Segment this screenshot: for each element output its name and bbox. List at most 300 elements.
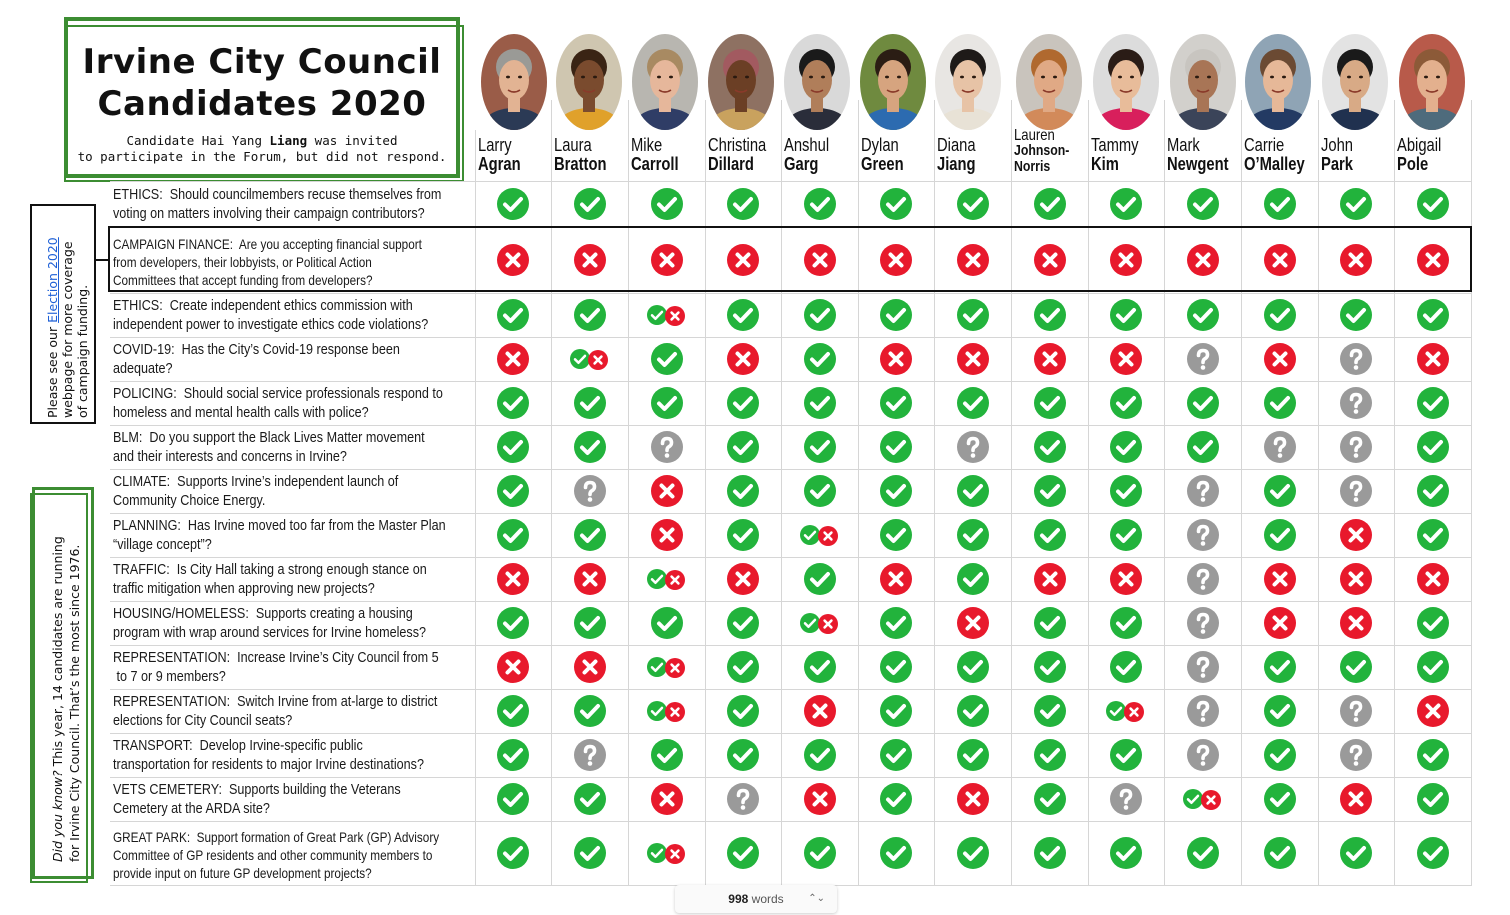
question-line: and their interests and concerns in Irvine? [113, 448, 347, 465]
candidate-last-name: Pole [1397, 154, 1429, 174]
check-icon [727, 607, 759, 639]
column-divider [1394, 100, 1395, 885]
candidate-name [1167, 136, 1242, 174]
question-label: TRANSPORT: [113, 736, 193, 754]
question-mark-icon [1340, 739, 1372, 771]
question-line: Cemetery at the ARDA site? [113, 800, 270, 817]
check-icon [570, 349, 590, 369]
column-divider [1088, 100, 1089, 885]
question-text [113, 384, 473, 423]
row-divider [110, 601, 1472, 602]
x-icon [1264, 563, 1296, 595]
check-icon [1034, 695, 1066, 727]
row-divider [110, 181, 1472, 182]
x-icon [1417, 343, 1449, 375]
check-icon [1034, 607, 1066, 639]
x-icon [651, 519, 683, 551]
question-label: CAMPAIGN FINANCE: [113, 236, 234, 252]
question-label: POLICING: [113, 384, 177, 402]
candidate-photo [481, 34, 547, 130]
column-divider [858, 100, 859, 885]
row-divider [110, 513, 1472, 514]
candidate-first-name: Mark [1167, 135, 1200, 155]
question-line: Community Choice Energy. [113, 492, 266, 509]
check-icon [574, 695, 606, 727]
check-icon [1417, 475, 1449, 507]
question-mark-icon [1187, 519, 1219, 551]
question-mark-icon [1340, 431, 1372, 463]
check-icon [804, 299, 836, 331]
x-icon [1417, 563, 1449, 595]
page-subtitle: Candidates 2020 [97, 84, 427, 124]
candidate-name [861, 136, 913, 174]
x-icon [651, 475, 683, 507]
check-icon [880, 695, 912, 727]
check-icon [800, 613, 820, 633]
x-icon [574, 563, 606, 595]
question-line: Supports Irvine’s independent launch of [170, 472, 399, 490]
check-icon [957, 475, 989, 507]
check-icon [957, 519, 989, 551]
check-icon [804, 563, 836, 595]
check-icon [1034, 739, 1066, 771]
question-line: Supports building the Veterans [222, 780, 401, 798]
check-icon [1264, 299, 1296, 331]
question-mark-icon [1187, 739, 1219, 771]
check-icon [957, 563, 989, 595]
candidate-last-name: Kim [1091, 154, 1119, 174]
x-icon [497, 651, 529, 683]
candidate-name [708, 136, 779, 174]
check-icon [651, 188, 683, 220]
question-label: REPRESENTATION: [113, 692, 231, 710]
row-divider [110, 777, 1472, 778]
question-line: from developers, their lobbyists, or Political Action [113, 254, 372, 270]
check-icon [1340, 651, 1372, 683]
candidate-first-name: Abigail [1397, 135, 1442, 155]
candidate-first-name: Laura [554, 135, 592, 155]
check-icon [957, 299, 989, 331]
check-icon [1417, 519, 1449, 551]
check-icon [1340, 188, 1372, 220]
candidate-name [937, 136, 984, 174]
check-icon [727, 739, 759, 771]
check-icon [1034, 299, 1066, 331]
check-icon [804, 387, 836, 419]
question-label: CLIMATE: [113, 472, 171, 490]
election-2020-link[interactable]: Election 2020 [45, 237, 60, 323]
question-line: program with wrap around services for Irvine homeless? [113, 624, 427, 641]
question-mark-icon [1187, 475, 1219, 507]
x-icon [1034, 343, 1066, 375]
check-icon [647, 701, 667, 721]
x-icon [588, 350, 608, 370]
row-divider [110, 689, 1472, 690]
check-icon [957, 188, 989, 220]
candidate-first-name: Larry [478, 135, 512, 155]
x-icon [665, 702, 685, 722]
check-icon [1264, 188, 1296, 220]
column-divider [628, 100, 629, 885]
question-text [113, 780, 473, 819]
candidate-photo [784, 34, 850, 130]
x-icon [804, 695, 836, 727]
check-icon [1417, 387, 1449, 419]
x-icon [651, 783, 683, 815]
candidate-first-name: Dylan [861, 135, 899, 155]
question-mark-icon [1187, 607, 1219, 639]
check-icon [957, 739, 989, 771]
question-line: “village concept”? [113, 536, 212, 553]
check-icon [804, 651, 836, 683]
x-icon [1124, 702, 1144, 722]
check-icon [1110, 387, 1142, 419]
question-line: adequate? [113, 360, 173, 377]
row-divider [110, 293, 1472, 294]
question-text [113, 560, 473, 599]
check-icon [1417, 739, 1449, 771]
title-box [64, 17, 460, 178]
check-icon [804, 431, 836, 463]
x-icon [574, 651, 606, 683]
x-icon [804, 783, 836, 815]
check-icon [1110, 188, 1142, 220]
check-icon [1034, 837, 1066, 869]
check-icon [1417, 188, 1449, 220]
check-icon [1110, 431, 1142, 463]
check-icon [957, 387, 989, 419]
candidate-first-name: Carrie [1244, 135, 1285, 155]
question-mark-icon [1340, 475, 1372, 507]
candidate-first-name: Christina [708, 135, 767, 155]
page-title: Irvine City Council [82, 42, 442, 82]
question-mark-icon [957, 431, 989, 463]
check-icon [804, 475, 836, 507]
check-icon [1264, 695, 1296, 727]
check-icon [1110, 651, 1142, 683]
question-mark-icon [651, 431, 683, 463]
word-count-widget[interactable] [675, 885, 837, 913]
check-icon [1106, 701, 1126, 721]
chevron-updown-icon[interactable]: ⌃⌄ [808, 893, 825, 904]
check-icon [497, 299, 529, 331]
row-divider [110, 733, 1472, 734]
check-icon [647, 569, 667, 589]
candidate-photo [556, 34, 622, 130]
question-mark-icon [1340, 695, 1372, 727]
candidate-name [1244, 136, 1318, 174]
candidate-first-name: John [1321, 135, 1354, 155]
column-divider [934, 100, 935, 885]
connector-line [96, 259, 108, 261]
check-icon [574, 387, 606, 419]
check-icon [1264, 519, 1296, 551]
x-icon [957, 607, 989, 639]
x-icon [665, 658, 685, 678]
check-icon [647, 657, 667, 677]
question-label: TRAFFIC: [113, 560, 170, 578]
check-icon [880, 651, 912, 683]
question-mark-icon [574, 739, 606, 771]
check-icon [804, 188, 836, 220]
question-mark-icon [1110, 783, 1142, 815]
check-icon [497, 695, 529, 727]
liang-note: Candidate Hai Yang Liang was invited to participate in the Forum, but did not respond. [77, 133, 447, 164]
question-text [113, 472, 473, 511]
question-line: Develop Irvine-specific public [192, 736, 363, 754]
check-icon [804, 837, 836, 869]
check-icon [1187, 299, 1219, 331]
check-icon [727, 651, 759, 683]
check-icon [647, 305, 667, 325]
candidate-last-name: Carroll [631, 154, 679, 174]
candidate-name [478, 136, 530, 174]
question-line: Supports creating a housing [248, 604, 413, 622]
candidate-photo [1322, 34, 1388, 130]
candidate-last-name: Bratton [554, 154, 607, 174]
candidate-last-name: Green [861, 154, 904, 174]
fact-lead: Did you know? [50, 770, 65, 862]
row-divider [110, 337, 1472, 338]
check-icon [1417, 607, 1449, 639]
column-divider [1241, 100, 1242, 885]
x-icon [1110, 563, 1142, 595]
check-icon [651, 607, 683, 639]
check-icon [1034, 475, 1066, 507]
question-line: traffic mitigation when approving new projects? [113, 580, 375, 597]
check-icon [804, 739, 836, 771]
question-text [113, 828, 473, 882]
question-label: BLM: [113, 428, 143, 446]
question-mark-icon [1187, 563, 1219, 595]
check-icon [800, 525, 820, 545]
candidate-first-name: Tammy [1091, 135, 1139, 155]
candidate-photo [1399, 34, 1465, 130]
check-icon [957, 651, 989, 683]
x-icon [818, 614, 838, 634]
question-line: Create independent ethics commission with [162, 296, 413, 314]
check-icon [1417, 837, 1449, 869]
question-label: ETHICS: [113, 185, 163, 203]
question-line: Do you support the Black Lives Matter movement [142, 428, 425, 446]
x-icon [1340, 563, 1372, 595]
check-icon [1110, 607, 1142, 639]
column-divider [1318, 100, 1319, 885]
check-icon [1034, 431, 1066, 463]
check-icon [1264, 475, 1296, 507]
candidate-name [1321, 136, 1360, 174]
candidate-name [631, 136, 689, 174]
x-icon [1264, 343, 1296, 375]
check-icon [497, 783, 529, 815]
check-icon [727, 431, 759, 463]
check-icon [727, 387, 759, 419]
question-mark-icon [1187, 651, 1219, 683]
x-icon [1034, 563, 1066, 595]
column-divider [705, 100, 706, 885]
candidate-name [1091, 136, 1149, 174]
check-icon [727, 188, 759, 220]
check-icon [1034, 783, 1066, 815]
x-icon [497, 563, 529, 595]
x-icon [880, 563, 912, 595]
candidate-photo [1245, 34, 1311, 130]
candidate-last-name: Park [1321, 154, 1354, 174]
check-icon [1264, 387, 1296, 419]
check-icon [880, 188, 912, 220]
check-icon [574, 783, 606, 815]
check-icon [1264, 837, 1296, 869]
row-divider [110, 821, 1472, 822]
question-text [113, 516, 473, 555]
question-line: Committees that accept funding from developers? [113, 272, 373, 288]
row-divider [110, 645, 1472, 646]
column-divider [781, 100, 782, 885]
candidate-first-name: Lauren [1014, 127, 1055, 144]
check-icon [574, 519, 606, 551]
question-text [113, 296, 473, 335]
check-icon [1034, 651, 1066, 683]
candidate-name [1397, 136, 1451, 174]
question-line: transportation for residents to major Irvine destinations? [113, 756, 424, 773]
check-icon [1187, 431, 1219, 463]
check-icon [574, 837, 606, 869]
question-line: voting on matters involving their campaign contributors? [113, 205, 425, 222]
check-icon [880, 783, 912, 815]
question-line: homeless and mental health calls with police? [113, 404, 369, 421]
candidate-photo [1016, 34, 1082, 130]
x-icon [1340, 783, 1372, 815]
check-icon [1034, 387, 1066, 419]
candidate-last-name: Garg [784, 154, 819, 174]
question-text [113, 648, 473, 687]
check-icon [1187, 837, 1219, 869]
check-icon [574, 431, 606, 463]
check-icon [1417, 783, 1449, 815]
check-icon [574, 188, 606, 220]
check-icon [727, 299, 759, 331]
check-icon [497, 607, 529, 639]
check-icon [497, 188, 529, 220]
check-icon [1110, 519, 1142, 551]
question-mark-icon [1340, 343, 1372, 375]
question-line: Should councilmembers recuse themselves from [162, 185, 442, 203]
question-mark-icon [1187, 343, 1219, 375]
candidate-last-name: Johnson- [1014, 142, 1070, 159]
candidate-photo [708, 34, 774, 130]
question-line: to 7 or 9 members? [113, 668, 226, 685]
question-label: HOUSING/HOMELESS: [113, 604, 249, 622]
question-line: independent power to investigate ethics code violations? [113, 316, 429, 333]
candidate-last-name: Norris [1014, 158, 1051, 175]
check-icon [1110, 475, 1142, 507]
x-icon [727, 343, 759, 375]
check-icon [957, 695, 989, 727]
column-divider [551, 100, 552, 885]
row-divider [110, 425, 1472, 426]
check-icon [574, 607, 606, 639]
question-line: Has the City’s Covid-19 response been [174, 340, 400, 358]
x-icon [818, 526, 838, 546]
question-label: VETS CEMETERY: [113, 780, 223, 798]
check-icon [804, 343, 836, 375]
candidate-first-name: Mike [631, 135, 663, 155]
column-divider [1471, 100, 1472, 885]
candidate-photo [935, 34, 1001, 130]
question-line: Increase Irvine’s City Council from 5 [230, 648, 439, 666]
row-divider [110, 469, 1472, 470]
candidate-last-name: O’Malley [1244, 154, 1305, 174]
x-icon [957, 343, 989, 375]
check-icon [574, 299, 606, 331]
x-icon [497, 343, 529, 375]
check-icon [1264, 739, 1296, 771]
check-icon [1417, 299, 1449, 331]
check-icon [880, 519, 912, 551]
check-icon [957, 837, 989, 869]
check-icon [651, 739, 683, 771]
question-line: Has Irvine moved too far from the Master Plan [180, 516, 446, 534]
check-icon [1110, 739, 1142, 771]
check-icon [1187, 387, 1219, 419]
check-icon [1110, 299, 1142, 331]
check-icon [1264, 651, 1296, 683]
check-icon [1187, 188, 1219, 220]
campaign-finance-highlight [108, 226, 1472, 292]
question-mark-icon [1340, 387, 1372, 419]
word-count: 998 [728, 892, 749, 906]
check-icon [880, 739, 912, 771]
question-label: PLANNING: [113, 516, 181, 534]
question-text [113, 736, 473, 775]
check-icon [1110, 837, 1142, 869]
check-icon [1340, 299, 1372, 331]
question-label: ETHICS: [113, 296, 163, 314]
x-icon [1417, 695, 1449, 727]
check-icon [497, 387, 529, 419]
question-label: GREAT PARK: [113, 829, 191, 845]
candidate-name [554, 136, 618, 174]
question-mark-icon [574, 475, 606, 507]
candidate-last-name: Jiang [937, 154, 976, 174]
x-icon [1264, 607, 1296, 639]
question-line: Is City Hall taking a strong enough stance on [169, 560, 427, 578]
row-divider [110, 381, 1472, 382]
check-icon [1034, 188, 1066, 220]
candidate-last-name: Agran [478, 154, 521, 174]
check-icon [880, 299, 912, 331]
x-icon [665, 306, 685, 326]
x-icon [880, 343, 912, 375]
candidate-last-name: Newgent [1167, 154, 1229, 174]
x-icon [1110, 343, 1142, 375]
check-icon [880, 607, 912, 639]
check-icon [1034, 519, 1066, 551]
question-text [113, 185, 473, 224]
question-line: Support formation of Great Park (GP) Advisory [190, 829, 440, 845]
check-icon [1264, 783, 1296, 815]
fact-sidebar: Did you know? This year, 14 candidates are running for Irvine City Council. That’s the most since 1976. [32, 487, 94, 879]
question-text [113, 692, 473, 731]
check-icon [497, 837, 529, 869]
check-icon [651, 343, 683, 375]
word-count-label: words [751, 892, 784, 906]
question-text [113, 428, 473, 467]
question-line: Switch Irvine from at-large to district [230, 692, 438, 710]
x-icon [1340, 607, 1372, 639]
question-line: elections for City Council seats? [113, 712, 293, 729]
check-icon [647, 843, 667, 863]
